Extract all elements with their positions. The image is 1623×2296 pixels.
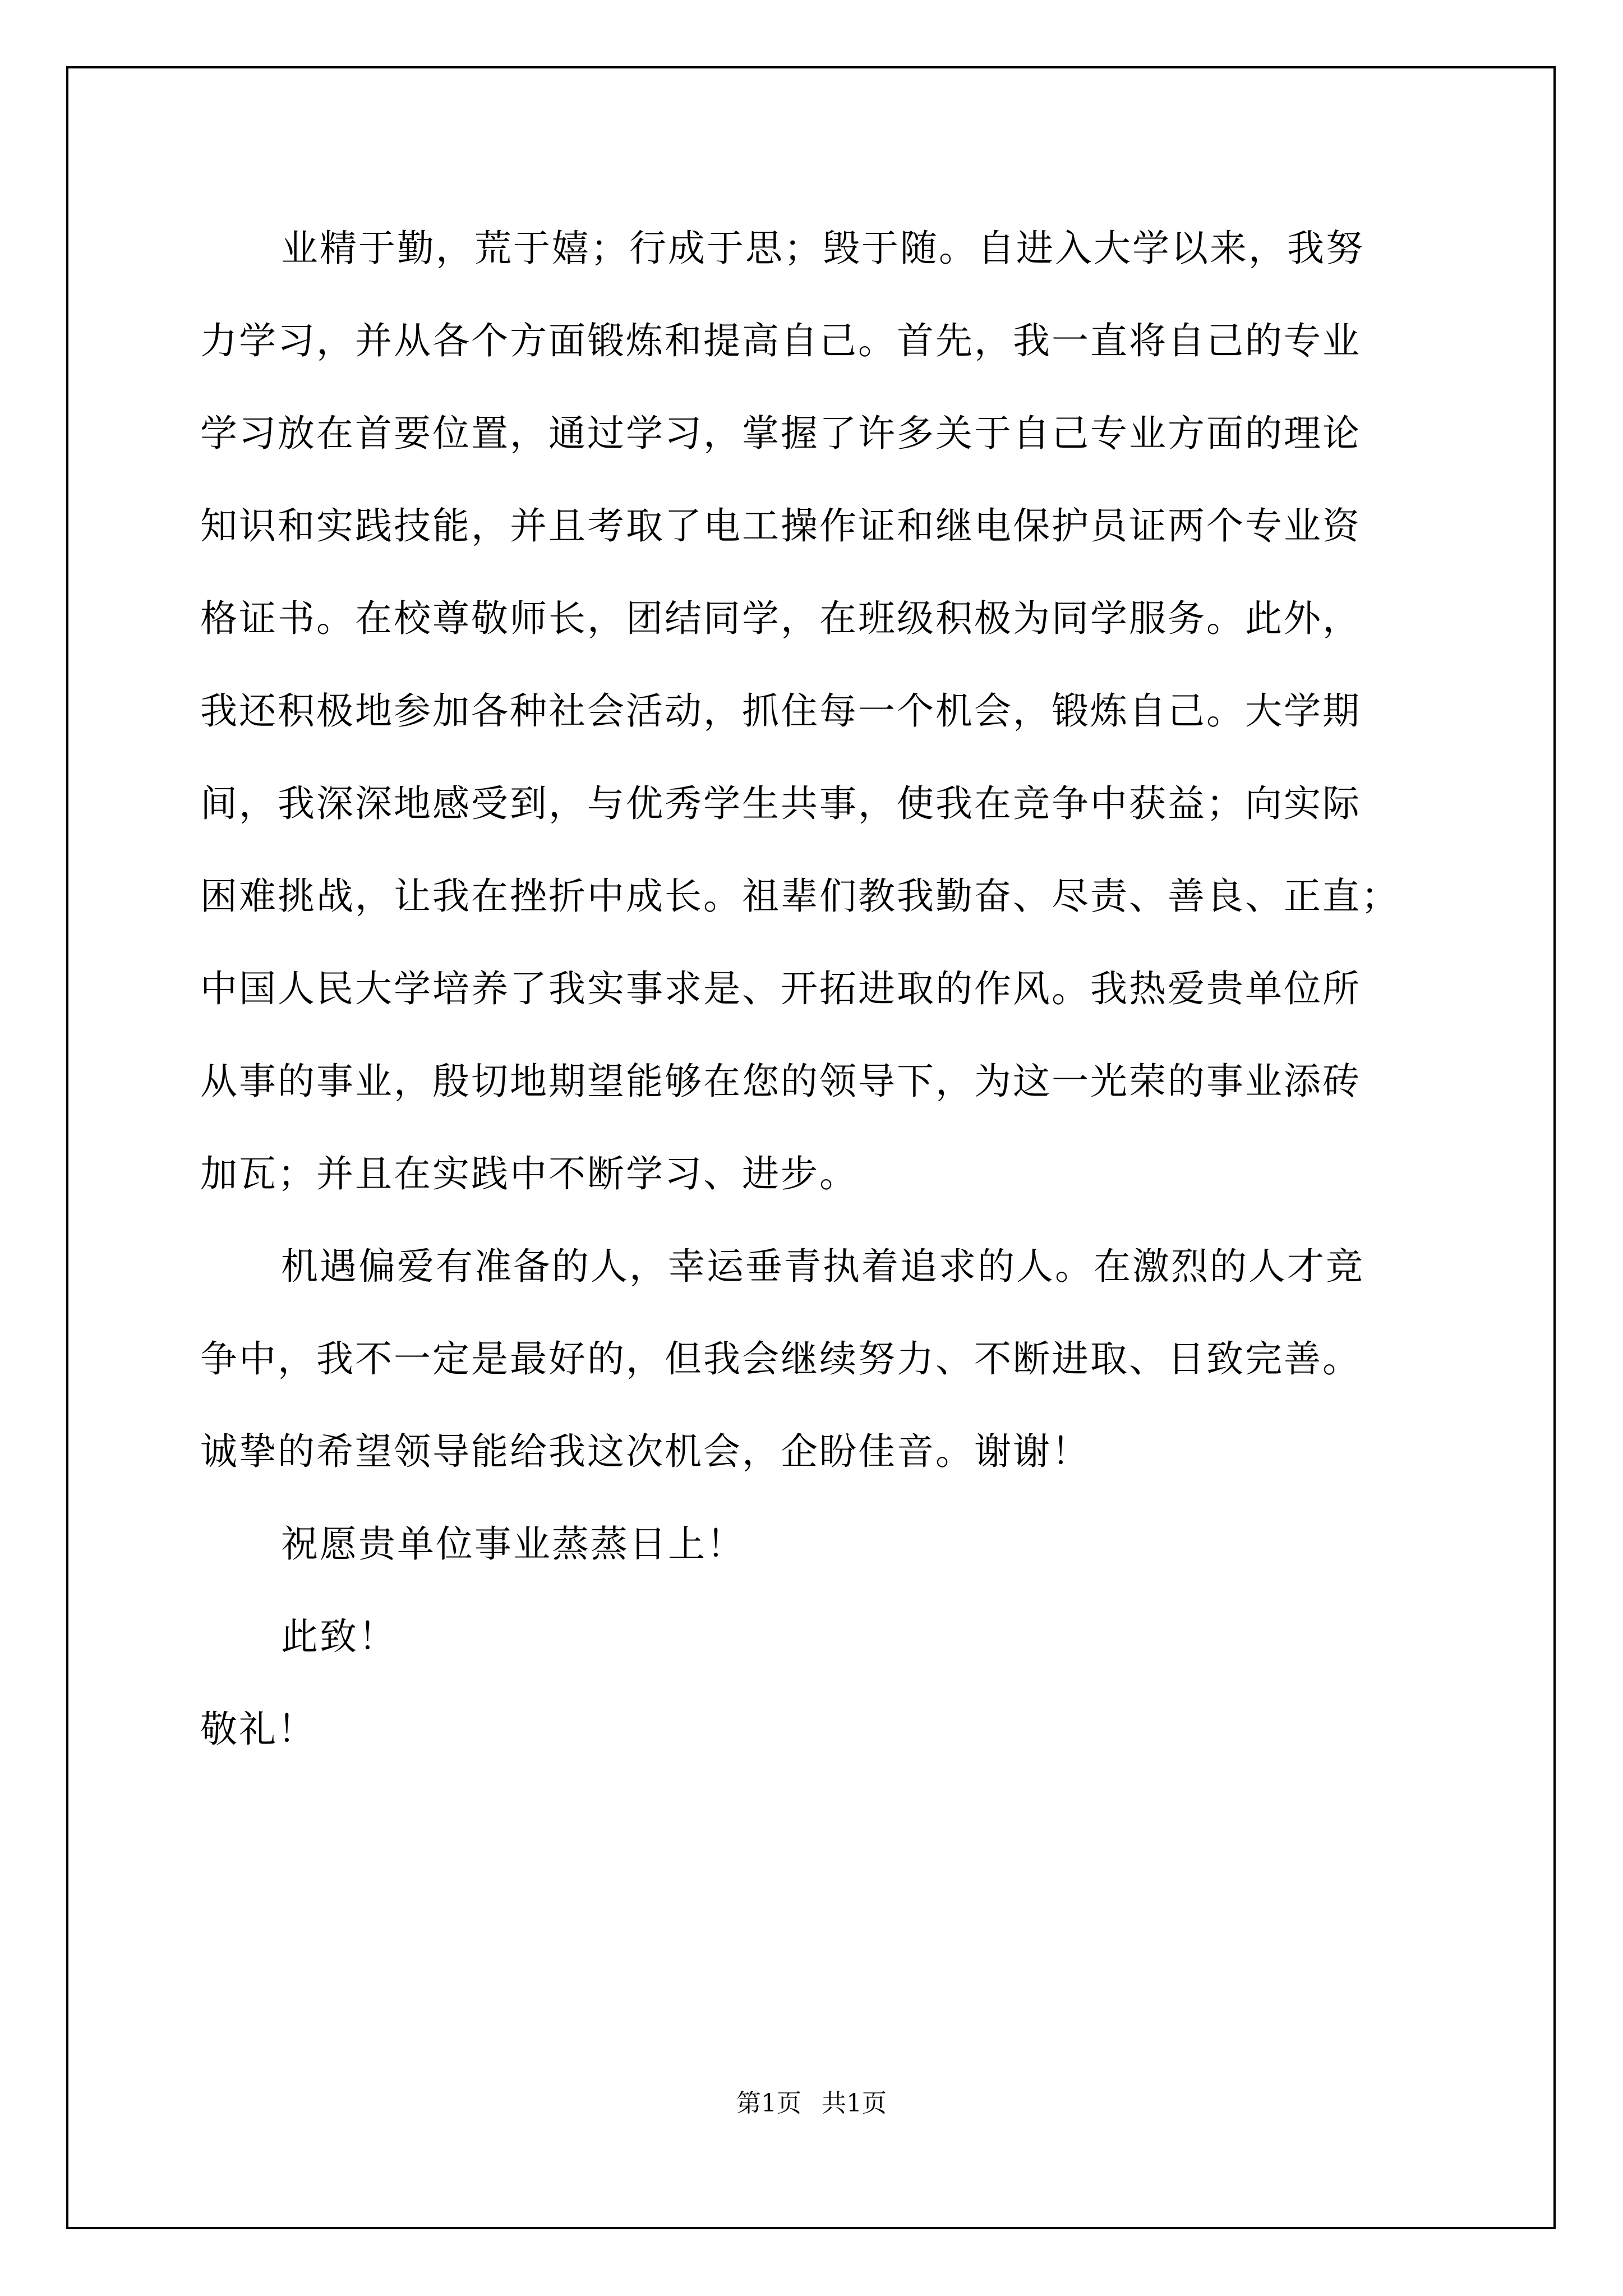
- page-border: [66, 66, 1556, 2229]
- regards-line: 敬礼！: [200, 1708, 316, 1751]
- body-line-8: 困难挑战，让我在挫折中成长。祖辈们教我勤奋、尽责、善良、正直；: [200, 875, 1400, 918]
- paragraph-2-line-3: 诚挚的希望领导能给我这次机会，企盼佳音。谢谢！: [200, 1430, 1090, 1473]
- body-line-6: 我还积极地参加各种社会活动，抓住每一个机会，锻炼自己。大学期: [200, 689, 1361, 733]
- body-line-1: 业精于勤，荒于嬉；行成于思；毁于随。自进入大学以来，我努: [281, 227, 1364, 270]
- body-line-3: 学习放在首要位置，通过学习，掌握了许多关于自己专业方面的理论: [200, 412, 1361, 455]
- body-line-7: 间，我深深地感受到，与优秀学生共事，使我在竞争中获益；向实际: [200, 782, 1361, 825]
- salutation-line: 此致！: [281, 1615, 397, 1658]
- body-line-9: 中国人民大学培养了我实事求是、开拓进取的作风。我热爱贵单位所: [200, 967, 1361, 1010]
- page-total-label: 共1页: [822, 2089, 887, 2118]
- body-line-10: 从事的事业，殷切地期望能够在您的领导下，为这一光荣的事业添砖: [200, 1060, 1361, 1103]
- page-footer: [0, 2088, 1623, 2119]
- body-line-2: 力学习，并从各个方面锻炼和提高自己。首先，我一直将自己的专业: [200, 319, 1361, 362]
- body-line-11: 加瓦；并且在实践中不断学习、进步。: [200, 1152, 858, 1195]
- body-line-4: 知识和实践技能，并且考取了电工操作证和继电保护员证两个专业资: [200, 504, 1361, 547]
- paragraph-2-line-2: 争中，我不一定是最好的，但我会继续努力、不断进取、日致完善。: [200, 1337, 1361, 1381]
- paragraph-2-line-1: 机遇偏爱有准备的人，幸运垂青执着追求的人。在激烈的人才竞: [281, 1245, 1364, 1288]
- wish-line: 祝愿贵单位事业蒸蒸日上！: [281, 1522, 745, 1566]
- body-line-5: 格证书。在校尊敬师长，团结同学，在班级积极为同学服务。此外，: [200, 597, 1361, 640]
- page-current-label: 第1页: [736, 2089, 801, 2118]
